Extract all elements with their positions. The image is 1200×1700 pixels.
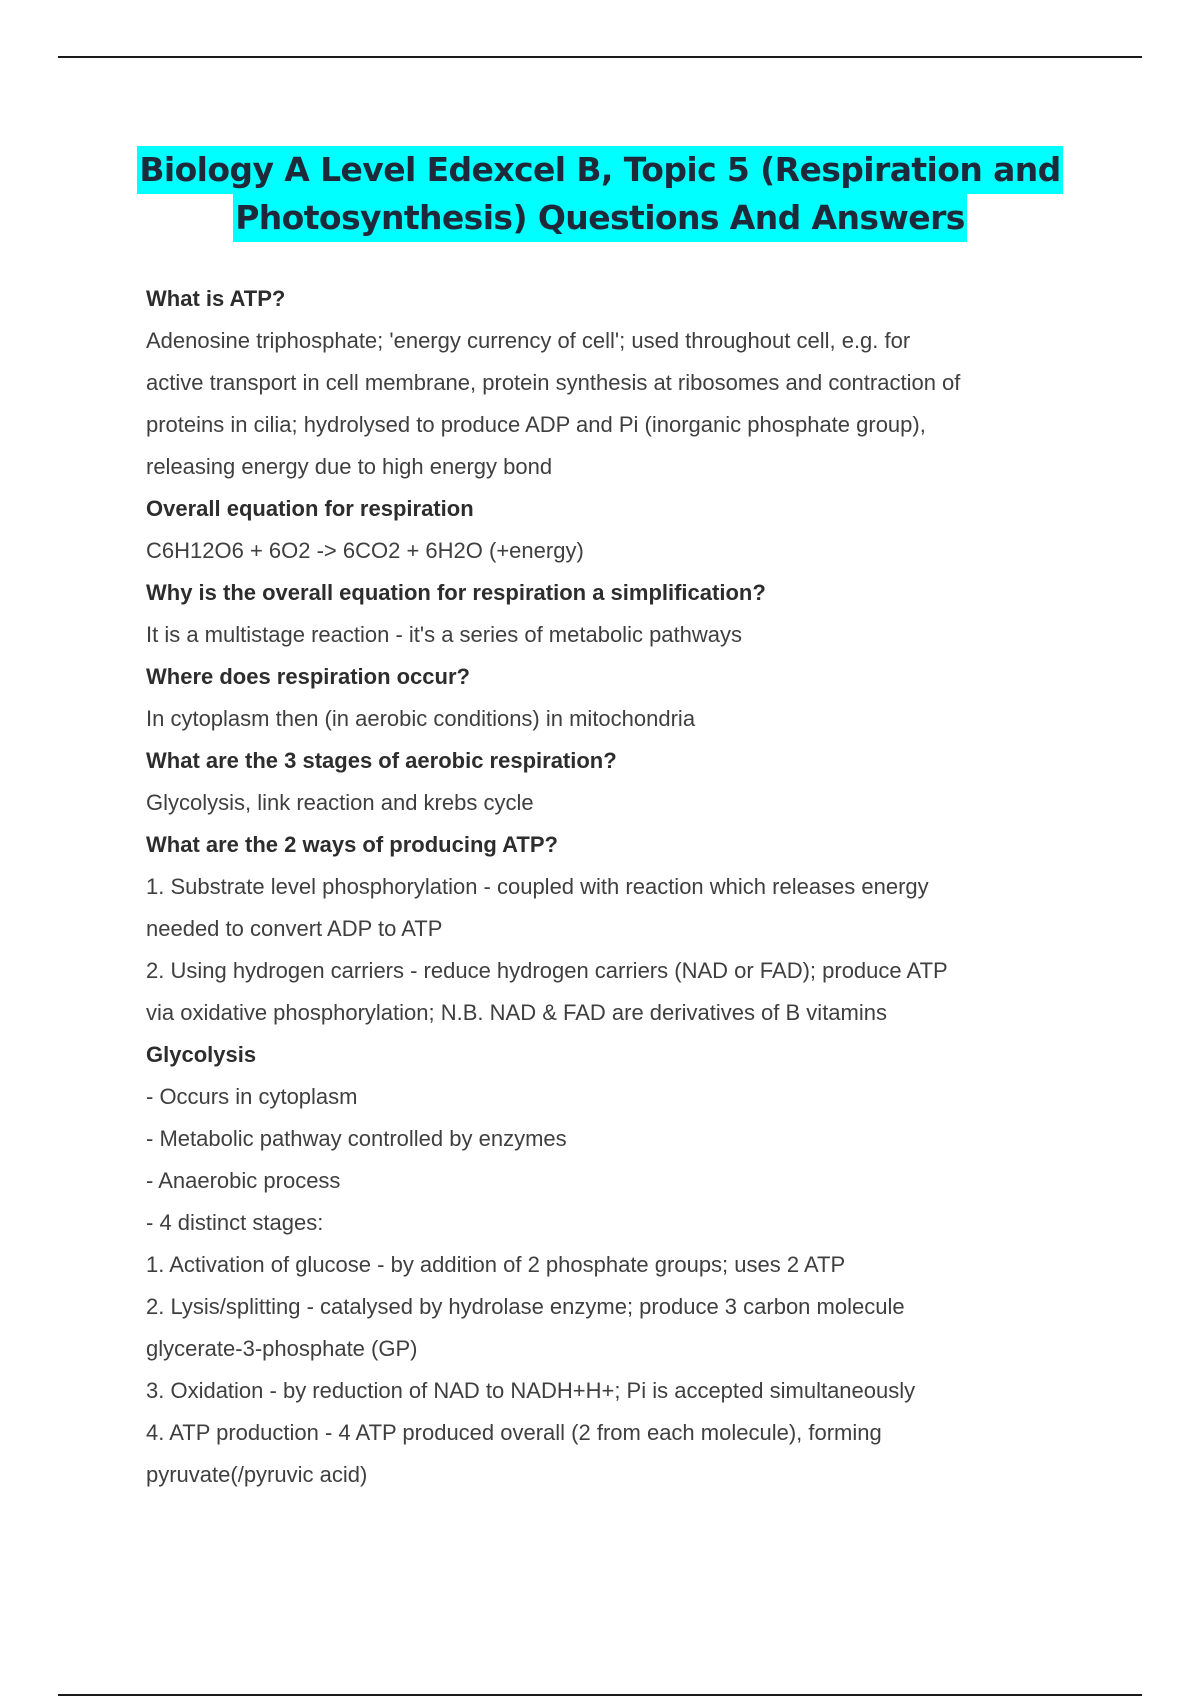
answer-text: releasing energy due to high energy bond [146,454,553,479]
answer-text: 3. Oxidation - by reduction of NAD to NADH+H+; Pi is accepted simultaneously [146,1378,916,1403]
bottom-rule [58,1694,1142,1696]
answer-text: 4. ATP production - 4 ATP produced overall (2 from each molecule), forming [146,1420,882,1445]
question-heading: What are the 2 ways of producing ATP? [146,832,558,857]
answer-text: glycerate-3-phosphate (GP) [146,1336,418,1361]
answer-text: - Occurs in cytoplasm [146,1084,358,1109]
answer-text: 2. Lysis/splitting - catalysed by hydrolase enzyme; produce 3 carbon molecule [146,1294,905,1319]
answer-text: pyruvate(/pyruvic acid) [146,1462,368,1487]
top-rule [58,56,1142,58]
document-title [120,146,1080,242]
answer-text: 1. Substrate level phosphorylation - coupled with reaction which releases energy [146,874,929,899]
answer-text: via oxidative phosphorylation; N.B. NAD & FAD are derivatives of B vitamins [146,1000,887,1025]
answer-text: 1. Activation of glucose - by addition of 2 phosphate groups; uses 2 ATP [146,1252,846,1277]
question-heading: Where does respiration occur? [146,664,470,689]
answer-text: In cytoplasm then (in aerobic conditions) in mitochondria [146,706,696,731]
answer-text: active transport in cell membrane, protein synthesis at ribosomes and contraction of [146,370,961,395]
question-heading: What is ATP? [146,286,286,311]
answer-text: It is a multistage reaction - it's a series of metabolic pathways [146,622,743,647]
answer-text: 2. Using hydrogen carriers - reduce hydrogen carriers (NAD or FAD); produce ATP [146,958,948,983]
title-line-2: Photosynthesis) Questions And Answers [233,194,967,242]
answer-text: - Metabolic pathway controlled by enzymes [146,1126,567,1151]
answer-text: proteins in cilia; hydrolysed to produce ADP and Pi (inorganic phosphate group), [146,412,926,437]
question-heading: Glycolysis [146,1042,257,1067]
qa-content [146,278,1080,1496]
question-heading: What are the 3 stages of aerobic respiration? [146,748,617,773]
answer-text: C6H12O6 + 6O2 -> 6CO2 + 6H2O (+energy) [146,538,584,563]
answer-text: - 4 distinct stages: [146,1210,324,1235]
question-heading: Why is the overall equation for respiration a simplification? [146,580,766,605]
title-line-1: Biology A Level Edexcel B, Topic 5 (Respiration and [137,146,1062,194]
answer-text: Glycolysis, link reaction and krebs cycle [146,790,534,815]
question-heading: Overall equation for respiration [146,496,474,521]
answer-text: Adenosine triphosphate; 'energy currency of cell'; used throughout cell, e.g. for [146,328,911,353]
answer-text: needed to convert ADP to ATP [146,916,443,941]
answer-text: - Anaerobic process [146,1168,341,1193]
